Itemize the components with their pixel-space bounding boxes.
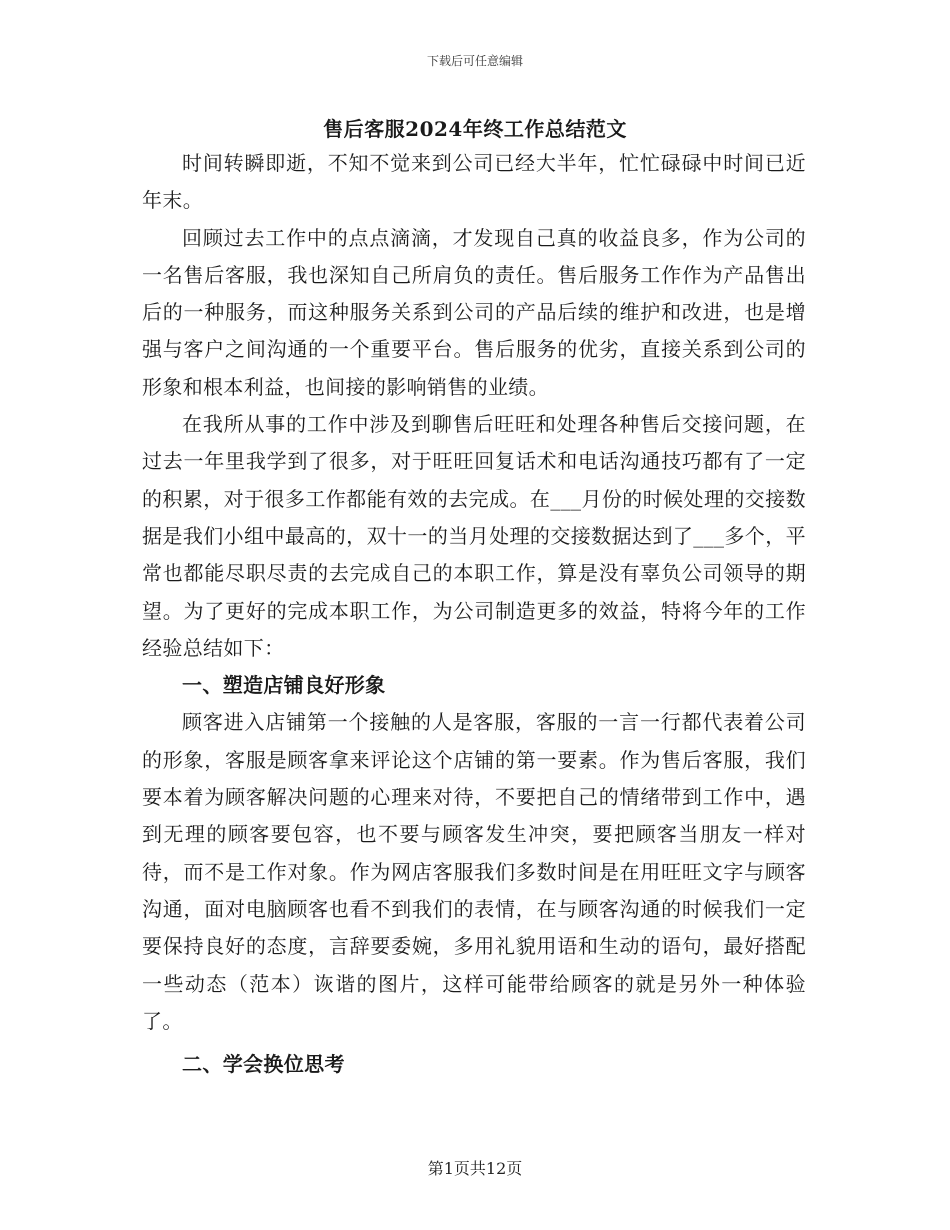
page-number: 第1页共12页 <box>427 1159 523 1178</box>
document-body <box>142 145 806 1083</box>
paragraph-image: 顾客进入店铺第一个接触的人是客服，客服的一言一行都代表着公司的形象，客服是顾客拿来评论这个店铺的第一要素。作为售后客服，我们要本着为顾客解决问题的心理来对待，不要把自己的情绪带到工作中，遇到无理的顾客要包容，也不要与顾客发生冲突，要把顾客当朋友一样对待，而不是工作对象。作为网店客服我们多数时间是在用旺旺文字与顾客沟通，面对电脑顾客也看不到我们的表情，在与顾客沟通的时候我们一定要保持良好的态度，言辞要委婉，多用礼貌用语和生动的语句，最好搭配一些动态（范本）诙谐的图片，这样可能带给顾客的就是另外一种体验了。 <box>142 710 806 1033</box>
document-title: 售后客服2024年终工作总结范文 <box>323 117 627 141</box>
paragraph-intro: 时间转瞬即逝，不知不觉来到公司已经大半年，忙忙碌碌中时间已近年末。 <box>142 151 806 213</box>
paragraph-review: 回顾过去工作中的点点滴滴，才发现自己真的收益良多，作为公司的一名售后客服，我也深知自己所肩负的责任。售后服务工作作为产品售出后的一种服务，而这种服务关系到公司的产品后续的维护和改进，也是增强与客户之间沟通的一个重要平台。售后服务的优劣，直接关系到公司的形象和根本利益，也间接的影响销售的业绩。 <box>142 225 806 399</box>
page-header-note: 下载后可任意编辑 <box>426 54 523 68</box>
section-heading-1: 一、塑造店铺良好形象 <box>182 673 386 698</box>
section-heading-2: 二、学会换位思考 <box>182 1052 345 1077</box>
paragraph-work: 在我所从事的工作中涉及到聊售后旺旺和处理各种售后交接问题，在过去一年里我学到了很多，对于旺旺回复话术和电话沟通技巧都有了一定的积累，对于很多工作都能有效的去完成。在___月份的时候处理的交接数据是我们小组中最高的，双十一的当月处理的交接数据达到了___多个，平常也都能尽职尽责的去完成自己的本职工作，算是没有辜负公司领导的期望。为了更好的完成本职工作，为公司制造更多的效益，特将今年的工作经验总结如下： <box>142 412 806 660</box>
